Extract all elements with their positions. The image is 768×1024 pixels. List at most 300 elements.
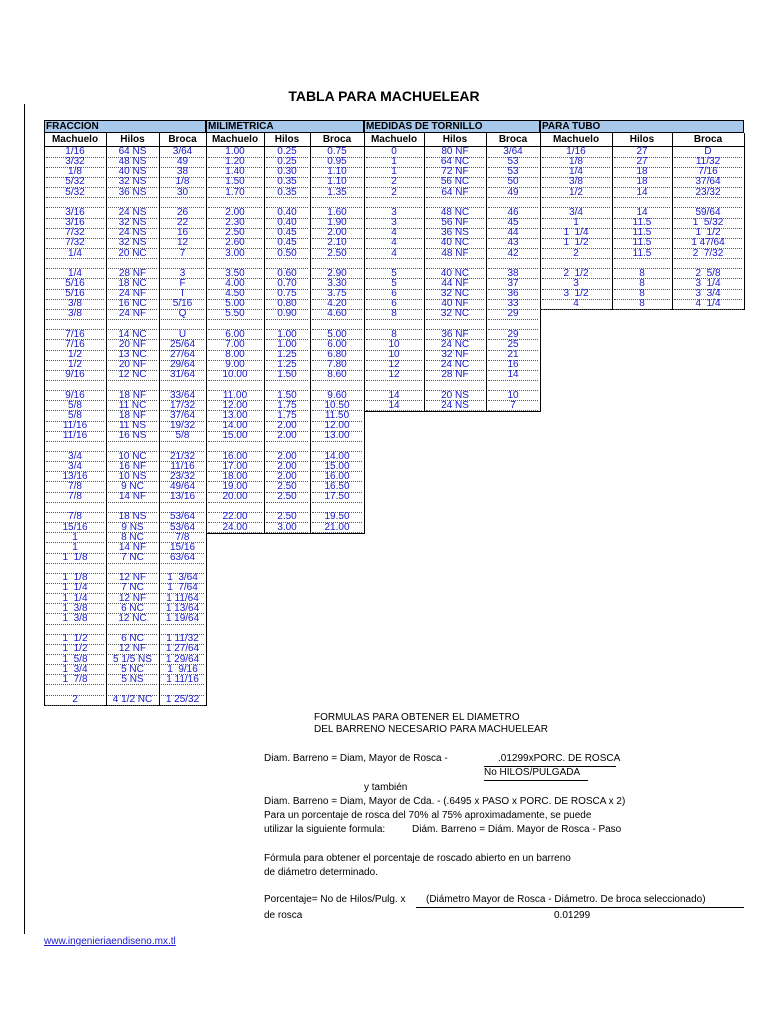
- table-cell: 16: [176, 227, 189, 239]
- table-cell: 33: [507, 298, 519, 310]
- column-header-tornillo-2: Broca: [498, 134, 528, 145]
- table-cell: 28 NF: [441, 369, 469, 381]
- table-cell: 11 NS: [118, 420, 147, 432]
- table-cell: 1.25: [277, 359, 297, 371]
- table-cell: [45, 441, 105, 451]
- table-cell: 50: [507, 176, 519, 188]
- table-cell: 11.5: [632, 247, 652, 259]
- section-header-milimetrica: MILIMETRICA: [206, 120, 364, 133]
- section-header-tubo: PARA TUBO: [540, 120, 744, 133]
- table-cell: 2: [573, 247, 579, 259]
- table-cell: 2.00: [277, 450, 297, 462]
- row-dotted-rule: [426, 410, 484, 411]
- formula-3b-left: utilizar la siguiente formula:: [264, 824, 386, 835]
- table-cell: 32 NC: [440, 288, 470, 300]
- table-cell: 4 1/4: [695, 298, 721, 310]
- table-cell: 1.35: [327, 186, 347, 198]
- page-title: TABLA PARA MACHUELEAR: [288, 88, 480, 104]
- table-cell: 1.20: [225, 156, 245, 168]
- footer-link[interactable]: www.ingenieriaendiseno.mx.tl: [44, 936, 176, 947]
- table-cell: 13 NC: [118, 349, 147, 360]
- table-cell: 7/16: [698, 166, 718, 178]
- table-cell: 2.10: [327, 237, 347, 249]
- table-cell: 48 NS: [118, 156, 147, 168]
- table-cell: 10.50: [324, 399, 350, 411]
- table-cell: 14.00: [324, 450, 350, 462]
- table-cell: 11.5: [632, 227, 652, 239]
- table-cell: U: [178, 328, 187, 340]
- table-cell: 1 1/4: [563, 227, 589, 239]
- table-cell: 36 NS: [118, 186, 147, 198]
- table-cell: 14 NF: [118, 491, 147, 503]
- table-cell: 5/16: [65, 277, 85, 289]
- table-cell: 3/8: [68, 298, 82, 310]
- table-cell: 1 1/2: [695, 227, 721, 239]
- table-cell: 0.25: [277, 156, 297, 168]
- table-cell: 29/64: [169, 359, 196, 371]
- table-cell: 0.75: [327, 146, 347, 157]
- table-cell: 4.50: [225, 288, 245, 300]
- table-cell: 1.00: [225, 146, 245, 157]
- table-cell: 1.50: [225, 176, 245, 188]
- formula-2: Diam. Barreno = Diam, Mayor de Cda. - (.6495 x PASO x PORC. DE ROSCA x 2): [264, 796, 626, 807]
- table-cell: 3.00: [225, 247, 245, 259]
- table-cell: 1 29/64: [165, 653, 200, 665]
- section-header-tornillo: MEDIDAS DE TORNILLO: [364, 120, 540, 133]
- table-cell: 1.75: [277, 409, 297, 421]
- table-cell: 64 NS: [118, 146, 147, 157]
- table-cell: 1: [72, 531, 78, 543]
- table-cell: 10 NS: [118, 470, 147, 482]
- table-cell: 40 NC: [440, 237, 470, 249]
- table-cell: 2.50: [327, 247, 347, 259]
- table-cell: 2.60: [225, 237, 245, 249]
- table-cell: 1/2: [68, 349, 82, 360]
- table-cell: 7.00: [225, 338, 245, 350]
- table-cell: 2: [391, 176, 397, 188]
- table-cell: 2.50: [277, 480, 297, 492]
- table-cell: 10.00: [222, 369, 248, 381]
- table-cell: 0.75: [277, 288, 297, 300]
- table-cell: 4.20: [327, 298, 347, 310]
- table-cell: 24 NF: [118, 308, 147, 320]
- table-cell: [265, 380, 309, 390]
- table-cell: 20 NF: [118, 338, 147, 350]
- table-cell: 12: [176, 237, 189, 249]
- column-header-tornillo-1: Hilos: [442, 134, 468, 145]
- table-cell: 0.45: [277, 237, 297, 249]
- table-cell: 12: [388, 359, 400, 371]
- table-cell: 8: [391, 308, 397, 320]
- table-cell: 6.00: [225, 328, 245, 340]
- table-cell: 18: [636, 166, 648, 178]
- table-cell: 4: [391, 237, 397, 249]
- table-cell: 1 11/16: [166, 673, 199, 685]
- table-cell: 1 7/64: [167, 582, 198, 594]
- table-cell: 40 NS: [118, 166, 147, 178]
- table-cell: 23/32: [169, 470, 196, 482]
- table-cell: 1/4: [68, 247, 82, 259]
- table-cell: 72 NF: [441, 166, 469, 178]
- table-cell: 28 NF: [118, 267, 147, 279]
- table-cell: 14: [636, 186, 648, 198]
- table-cell: 64 NC: [440, 156, 470, 168]
- table-cell: 1.10: [327, 166, 347, 178]
- table-cell: 14: [388, 389, 400, 401]
- table-cell: 7: [179, 247, 186, 259]
- table-cell: 1/4: [569, 166, 583, 178]
- table-cell: [45, 380, 105, 390]
- table-cell: 10: [388, 338, 400, 350]
- table-cell: 2.00: [277, 470, 297, 482]
- left-margin-line: [24, 104, 25, 934]
- table-cell: 5/8: [68, 399, 82, 411]
- table-cell: 12 NF: [118, 643, 147, 655]
- table-cell: 7.80: [327, 359, 347, 371]
- table-cell: 15/16: [169, 541, 196, 553]
- table-cell: 1/8: [175, 176, 190, 188]
- formula-5-denominator: 0.01299: [554, 910, 591, 921]
- table-cell: 1 1/2: [62, 633, 88, 645]
- column-header-milimetrica-2: Broca: [322, 134, 352, 145]
- table-cell: 53/64: [169, 511, 196, 523]
- table-cell: 13/16: [169, 491, 196, 503]
- formula-tambien: y también: [364, 782, 408, 793]
- table-cell: 53/64: [169, 521, 196, 533]
- table-cell: 10 NC: [118, 450, 147, 462]
- table-cell: 20 NF: [118, 359, 147, 371]
- table-cell: 42: [507, 247, 519, 259]
- table-cell: 19/32: [169, 420, 196, 432]
- formula-5-numerator: (Diámetro Mayor de Rosca - Diámetro. De broca seleccionado): [426, 894, 706, 905]
- table-cell: 49/64: [169, 480, 196, 492]
- table-cell: 37: [507, 277, 519, 289]
- table-cell: 21/32: [169, 450, 196, 462]
- table-cell: 1 19/64: [165, 612, 200, 624]
- table-cell: 49: [176, 156, 189, 168]
- table-cell: 5.00: [327, 328, 347, 340]
- table-cell: 0.40: [277, 217, 297, 229]
- table-cell: 17.00: [222, 460, 248, 472]
- table-cell: 0.70: [277, 277, 297, 289]
- table-cell: 11.5: [632, 237, 652, 249]
- section-header-fraccion: FRACCION: [44, 120, 206, 133]
- table-cell: 1 5/8: [62, 653, 88, 665]
- table-cell: 17/32: [169, 399, 196, 411]
- table-cell: 7/32: [65, 227, 85, 239]
- table-cell: 1 1/8: [62, 572, 88, 584]
- table-cell: 1 3/8: [62, 612, 88, 624]
- table-cell: 32 NC: [440, 308, 470, 320]
- column-header-tornillo-0: Machuelo: [370, 134, 418, 145]
- table-cell: 1 11/64: [166, 592, 199, 604]
- table-cell: 12.00: [324, 420, 350, 432]
- table-cell: 1 1/4: [62, 582, 88, 594]
- table-cell: 48 NC: [440, 206, 470, 218]
- table-cell: 56 NC: [440, 176, 470, 188]
- table-cell: 0.90: [277, 308, 297, 320]
- table-cell: D: [704, 146, 712, 157]
- formula-4a: Fórmula para obtener el porcentaje de roscado abierto en un barreno: [264, 853, 571, 864]
- table-cell: 23/32: [695, 186, 721, 198]
- formulas-heading-1: FORMULAS PARA OBTENER EL DIAMETRO: [314, 712, 520, 723]
- table-cell: 1/4: [68, 267, 82, 279]
- table-cell: 31/64: [169, 369, 196, 381]
- table-cell: 24 NC: [440, 338, 470, 350]
- formula-1-numerator: .01299xPORC. DE ROSCA: [498, 753, 621, 764]
- table-cell: 5: [391, 267, 397, 279]
- table-cell: 2.00: [277, 460, 297, 472]
- table-cell: 14: [388, 399, 400, 411]
- table-cell: 22: [176, 217, 189, 229]
- table-cell: 1.90: [327, 217, 347, 229]
- table-cell: 1 3/4: [62, 663, 88, 675]
- table-cell: 3 1/2: [563, 288, 589, 300]
- row-dotted-rule: [46, 705, 104, 706]
- table-cell: 11 NC: [118, 399, 147, 411]
- table-cell: 1 27/64: [165, 643, 200, 655]
- table-cell: 1/8: [569, 156, 583, 168]
- table-cell: 0.50: [277, 247, 297, 259]
- table-cell: 18 NF: [118, 389, 147, 401]
- table-cell: 2: [72, 694, 78, 706]
- table-cell: 1.75: [277, 399, 297, 411]
- table-cell: 12 NF: [118, 592, 147, 604]
- table-cell: 3/4: [569, 206, 583, 218]
- table-cell: 1 5/32: [692, 217, 724, 229]
- table-cell: 3/64: [503, 146, 523, 157]
- table-cell: 16.00: [324, 470, 350, 482]
- row-dotted-rule: [614, 309, 670, 310]
- formula-5-divider: [416, 907, 744, 908]
- table-cell: 9.00: [225, 359, 245, 371]
- table-cell: 25: [507, 338, 519, 350]
- table-cell: 6 NC: [121, 602, 144, 614]
- formula-1-left: Diam. Barreno = Diam, Mayor de Rosca -: [264, 753, 448, 764]
- table-cell: 21: [507, 349, 519, 360]
- table-cell: 43: [507, 237, 519, 249]
- table-cell: 18: [636, 176, 648, 188]
- table-cell: 40 NC: [440, 267, 470, 279]
- table-cell: [265, 441, 309, 451]
- table-cell: 2.00: [277, 430, 297, 442]
- table-cell: 19.50: [324, 511, 350, 523]
- table-cell: [311, 441, 363, 451]
- table-cell: 15.00: [222, 430, 248, 442]
- table-cell: 1/16: [566, 146, 586, 157]
- table-cell: 5/8: [68, 409, 82, 421]
- table-cell: 11/16: [170, 460, 195, 472]
- table-cell: 18 NC: [118, 277, 147, 289]
- table-cell: 6.00: [327, 338, 347, 350]
- table-cell: 7/16: [65, 338, 85, 350]
- table-cell: 8: [391, 328, 397, 340]
- table-cell: 2.30: [225, 217, 245, 229]
- table-cell: 1/16: [65, 146, 85, 157]
- table-cell: 16 NF: [118, 460, 147, 472]
- table-cell: 10: [388, 349, 400, 360]
- table-cell: 32 NS: [118, 176, 147, 188]
- table-cell: [107, 380, 158, 390]
- table-cell: 15/16: [62, 521, 88, 533]
- table-cell: 38: [176, 166, 189, 178]
- column-header-fraccion-2: Broca: [168, 134, 197, 145]
- table-cell: 16: [507, 359, 519, 371]
- table-cell: 46: [507, 206, 519, 218]
- row-dotted-rule: [674, 309, 742, 310]
- row-dotted-rule: [542, 309, 610, 310]
- table-cell: 1/2: [68, 359, 82, 371]
- row-dotted-rule: [208, 532, 262, 533]
- table-cell: 4.00: [225, 277, 245, 289]
- table-cell: 14.00: [222, 420, 248, 432]
- table-cell: 59/64: [695, 206, 721, 218]
- table-cell: F: [179, 277, 186, 289]
- column-header-tubo-2: Broca: [693, 134, 723, 145]
- table-cell: 1 13/64: [165, 602, 200, 614]
- table-cell: 13/16: [62, 470, 88, 482]
- table-cell: 24 NF: [118, 288, 147, 300]
- table-cell: 7/8: [68, 511, 82, 523]
- table-cell: 11.50: [324, 409, 350, 421]
- table-cell: 1 11/32: [166, 633, 199, 645]
- table-cell: 2.00: [277, 420, 297, 432]
- table-cell: 5/32: [65, 176, 85, 188]
- table-cell: 1 1/8: [62, 552, 88, 563]
- table-cell: 16.00: [222, 450, 248, 462]
- table-cell: 21.00: [324, 521, 350, 533]
- table-cell: 1: [72, 541, 78, 553]
- table-cell: 14 NF: [118, 541, 147, 553]
- table-cell: 6.80: [327, 349, 347, 360]
- table-cell: 44: [507, 227, 519, 239]
- table-cell: 5/8: [175, 430, 190, 442]
- table-cell: 8: [639, 267, 645, 279]
- formulas-heading-2: DEL BARRENO NECESARIO PARA MACHUELEAR: [314, 724, 548, 735]
- table-cell: 5 1/5 NS: [113, 653, 152, 665]
- table-cell: 1 9/16: [167, 663, 198, 675]
- table-cell: 44 NF: [441, 277, 469, 289]
- table-cell: 0.40: [277, 206, 297, 218]
- table-cell: 4 1/2 NC: [112, 694, 153, 706]
- table-cell: I: [181, 288, 184, 300]
- table-cell: Q: [178, 308, 187, 320]
- table-cell: 20.00: [222, 491, 248, 503]
- table-cell: 5 NS: [121, 673, 144, 685]
- table-cell: 80 NF: [441, 146, 469, 157]
- table-cell: 29: [507, 328, 519, 340]
- table-cell: 3.75: [327, 288, 347, 300]
- table-cell: 63/64: [169, 552, 196, 563]
- table-cell: 10: [507, 389, 519, 401]
- table-cell: 8 NC: [121, 531, 144, 543]
- formula-1-denominator: No HILOS/PULGADA: [484, 767, 581, 778]
- table-cell: 5.00: [225, 298, 245, 310]
- table-cell: 9 NS: [121, 521, 144, 533]
- table-cell: 2.50: [225, 227, 245, 239]
- table-cell: 56 NF: [441, 217, 469, 229]
- table-cell: 1 1/2: [563, 237, 589, 249]
- column-header-tubo-0: Machuelo: [552, 134, 600, 145]
- table-cell: 27: [636, 156, 648, 168]
- table-cell: 3: [391, 217, 397, 229]
- table-cell: 5: [391, 277, 397, 289]
- table-cell: 24 NS: [441, 399, 469, 411]
- table-cell: 12 NC: [118, 369, 147, 381]
- table-cell: 16 NS: [118, 430, 147, 442]
- table-cell: 3/8: [569, 176, 583, 188]
- table-cell: 9.60: [327, 389, 347, 401]
- table-cell: 3/4: [68, 460, 82, 472]
- table-cell: 16 NC: [118, 298, 147, 310]
- table-cell: [311, 380, 363, 390]
- table-cell: 2: [391, 186, 397, 198]
- row-dotted-rule: [161, 705, 204, 706]
- column-header-tubo-1: Hilos: [629, 134, 655, 145]
- table-cell: [207, 441, 263, 451]
- table-cell: 13.00: [324, 430, 350, 442]
- table-cell: 3: [179, 267, 186, 279]
- table-cell: 13.00: [222, 409, 248, 421]
- formula-4b: de diámetro determinado.: [264, 867, 378, 878]
- column-header-fraccion-0: Machuelo: [51, 134, 99, 145]
- table-cell: 64 NF: [441, 186, 469, 198]
- table-cell: 7/8: [68, 491, 82, 503]
- table-cell: 20 NS: [441, 389, 469, 401]
- table-cell: [160, 441, 205, 451]
- table-cell: 9/16: [65, 369, 85, 381]
- table-cell: 30: [176, 186, 189, 198]
- table-cell: 1.00: [277, 328, 297, 340]
- table-cell: 3/32: [65, 156, 85, 168]
- table-cell: 2 5/8: [695, 267, 721, 279]
- table-cell: 19.00: [222, 480, 248, 492]
- table-cell: 37/64: [695, 176, 721, 188]
- table-cell: 1/8: [68, 166, 82, 178]
- table-cell: 1 25/32: [165, 694, 200, 706]
- table-cell: 11.00: [222, 389, 248, 401]
- row-dotted-rule: [488, 410, 538, 411]
- table-cell: 38: [507, 267, 519, 279]
- table-cell: 2.50: [277, 511, 297, 523]
- table-cell: 0.60: [277, 267, 297, 279]
- column-header-milimetrica-1: Hilos: [274, 134, 300, 145]
- table-cell: 24.00: [222, 521, 248, 533]
- table-cell: 8: [639, 288, 645, 300]
- table-cell: 0.80: [277, 298, 297, 310]
- table-cell: 6: [391, 288, 397, 300]
- table-cell: 18 NS: [118, 511, 147, 523]
- table-cell: 2.00: [225, 206, 245, 218]
- formula-1-den-underline: [484, 780, 588, 781]
- table-cell: 14: [507, 369, 519, 381]
- table-cell: 5/16: [172, 298, 193, 310]
- table-cell: 2 7/32: [692, 247, 724, 259]
- table-cell: 0.35: [277, 186, 297, 198]
- table-cell: 11.5: [632, 217, 652, 229]
- table-cell: 2.00: [327, 227, 347, 239]
- table-cell: 8.00: [225, 349, 245, 360]
- table-cell: 5/32: [65, 186, 85, 198]
- table-cell: 18.00: [222, 470, 248, 482]
- table-cell: 11/16: [62, 430, 88, 442]
- column-border-tubo-3: [744, 133, 745, 309]
- table-cell: 1.70: [225, 186, 245, 198]
- table-cell: 3.00: [277, 521, 297, 533]
- table-cell: 7/32: [65, 237, 85, 249]
- table-cell: 3/64: [172, 146, 193, 157]
- table-cell: 1 3/64: [167, 572, 198, 584]
